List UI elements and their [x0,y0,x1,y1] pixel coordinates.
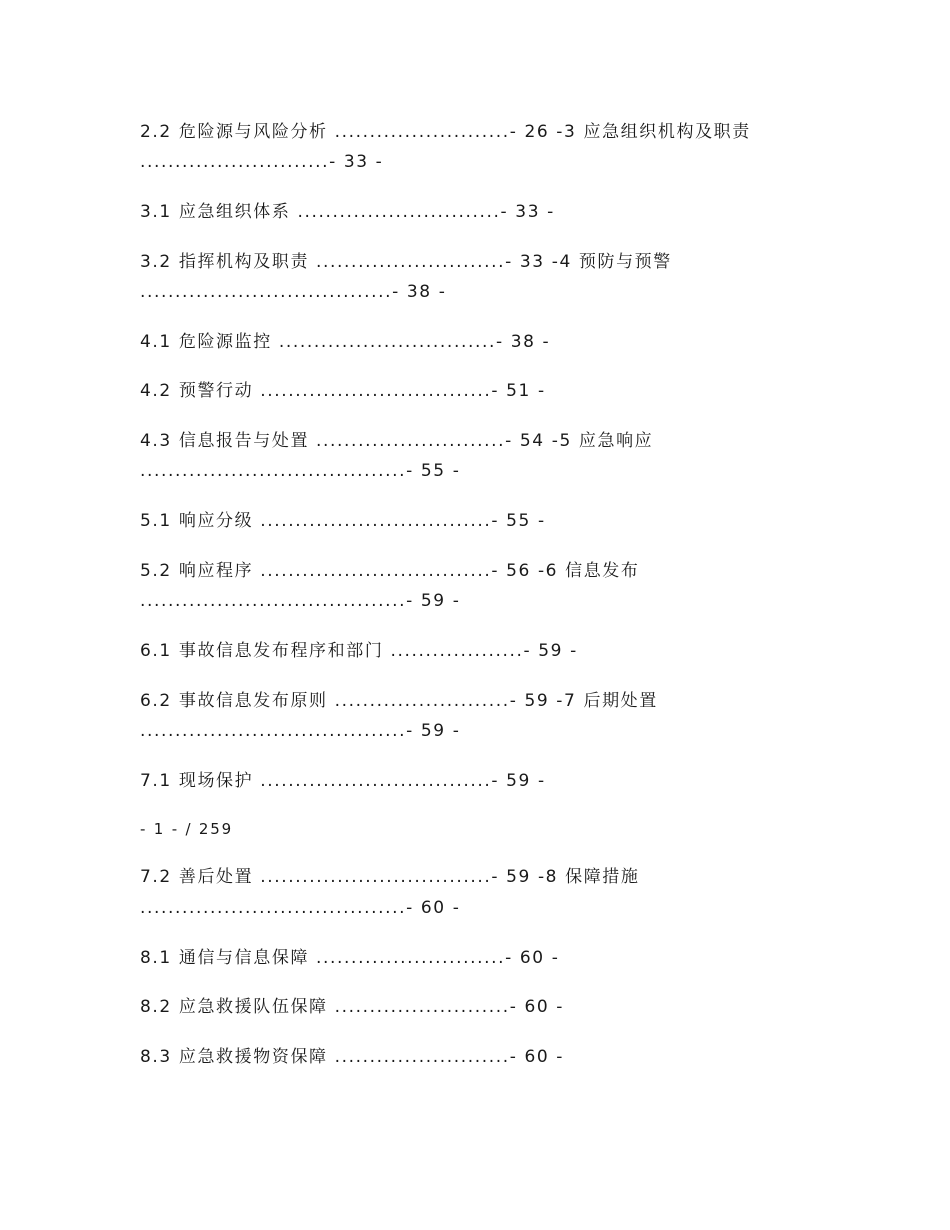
toc-entry-4-2: 4.2 预警行动 .................................- 51 - [140,381,546,401]
toc-entry-4-1: 4.1 危险源监控 ...............................- 38 - [140,332,551,352]
toc-entry-2-2: 2.2 危险源与风险分析 .........................- 26 -3 应急组织机构及职责 [140,122,751,142]
toc-entry-8-1: 8.1 通信与信息保障 ...........................- 60 - [140,948,560,968]
toc-entry-7-2: 7.2 善后处置 .................................- 59 -8 保障措施 [140,867,640,887]
toc-entry-7: ......................................- 59 - [140,721,461,741]
toc-entry-3: ...........................- 33 - [140,152,384,172]
toc-entry-4: ....................................- 38 - [140,282,447,302]
toc-entry-4-3: 4.3 信息报告与处置 ...........................- 54 -5 应急响应 [140,431,654,451]
toc-entry-5: ......................................- 55 - [140,461,461,481]
toc-entry-7-1: 7.1 现场保护 .................................- 59 - [140,771,546,791]
toc-entry-6: ......................................- 59 - [140,591,461,611]
toc-entry-6-2: 6.2 事故信息发布原则 .........................- 59 -7 后期处置 [140,691,658,711]
toc-entry-8-2: 8.2 应急救援队伍保障 .........................- 60 - [140,997,565,1017]
toc-entry-3-1: 3.1 应急组织体系 .............................- 33 - [140,202,555,222]
toc-entry-8: ......................................- 60 - [140,898,461,918]
toc-entry-5-1: 5.1 响应分级 .................................- 55 - [140,511,546,531]
toc-entry-3-2: 3.2 指挥机构及职责 ...........................- 33 -4 预防与预警 [140,252,672,272]
page-number: - 1 - / 259 [140,820,233,838]
toc-entry-6-1: 6.1 事故信息发布程序和部门 ...................- 59 - [140,641,578,661]
toc-entry-8-3: 8.3 应急救援物资保障 .........................- 60 - [140,1047,565,1067]
toc-entry-5-2: 5.2 响应程序 .................................- 56 -6 信息发布 [140,561,640,581]
